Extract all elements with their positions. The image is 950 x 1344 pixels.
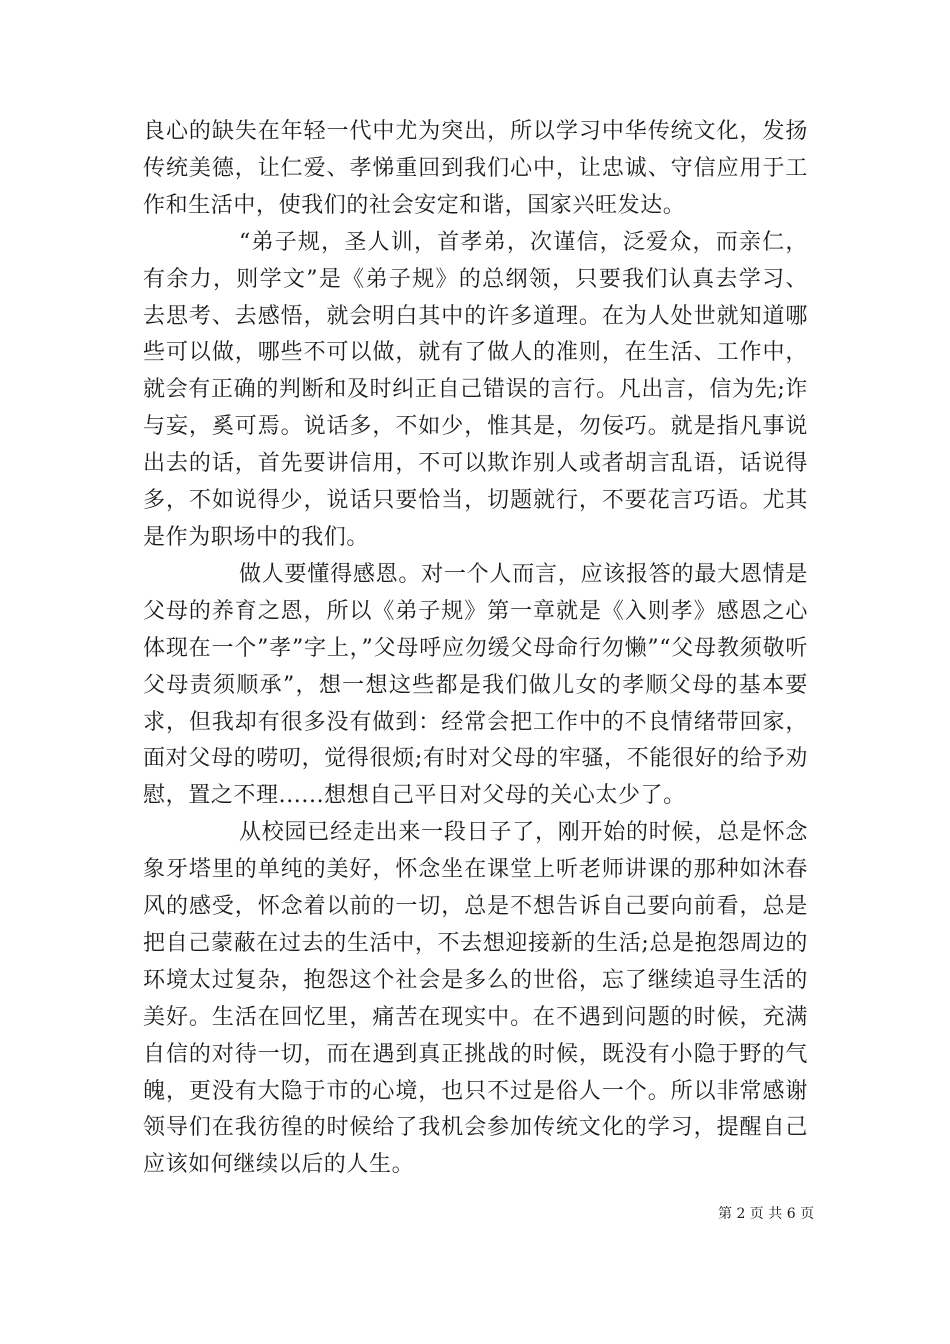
page-number: 第 2 页 共 6 页: [718, 1206, 815, 1222]
document-body: [143, 114, 808, 1184]
paragraph-2: “弟子规，圣人训，首孝弟，次谨信，泛爱众，而亲仁，有余力，则学文”是《弟子规》的总纲领，只要我们认真去学习、去思考、去感悟，就会明白其中的许多道理。在为人处世就知道哪些可以做，哪些不可以做，就有了做人的准则，在生活、工作中，就会有正确的判断和及时纠正自己错误的言行。凡出言，信为先;诈与妄，奚可焉。说话多，不如少，惟其是，勿佞巧。就是指凡事说出去的话，首先要讲信用，不可以欺诈别人或者胡言乱语，话说得多，不如说得少，说话只要恰当，切题就行，不要花言巧语。尤其是作为职场中的我们。: [143, 229, 808, 550]
paragraph-4: 从校园已经走出来一段日子了，刚开始的时候，总是怀念象牙塔里的单纯的美好，怀念坐在课堂上听老师讲课的那种如沐春风的感受，怀念着以前的一切，总是不想告诉自己要向前看，总是把自己蒙蔽在过去的生活中，不去想迎接新的生活;总是抱怨周边的环境太过复杂，抱怨这个社会是多么的世俗，忘了继续追寻生活的美好。生活在回忆里，痛苦在现实中。在不遇到问题的时候，充满自信的对待一切，而在遇到真正挑战的时候，既没有小隐于野的气魄，更没有大隐于市的心境，也只不过是俗人一个。所以非常感谢领导们在我彷徨的时候给了我机会参加传统文化的学习，提醒自己应该如何继续以后的人生。: [143, 820, 808, 1178]
paragraph-3: 做人要懂得感恩。对一个人而言，应该报答的最大恩情是父母的养育之恩，所以《弟子规》第一章就是《入则孝》感恩之心体现在一个”孝”字上，”父母呼应勿缓父母命行勿懒”“父母教须敬听父母责须顺承”，想一想这些都是我们做儿女的孝顺父母的基本要求，但我却有很多没有做到：经常会把工作中的不良情绪带回家，面对父母的唠叨，觉得很烦;有时对父母的牢骚，不能很好的给予劝慰，置之不理......想想自己平日对父母的关心太少了。: [143, 561, 808, 809]
paragraph-1: 良心的缺失在年轻一代中尤为突出，所以学习中华传统文化，发扬传统美德，让仁爱、孝悌重回到我们心中，让忠诚、守信应用于工作和生活中，使我们的社会安定和谐，国家兴旺发达。: [143, 119, 808, 218]
